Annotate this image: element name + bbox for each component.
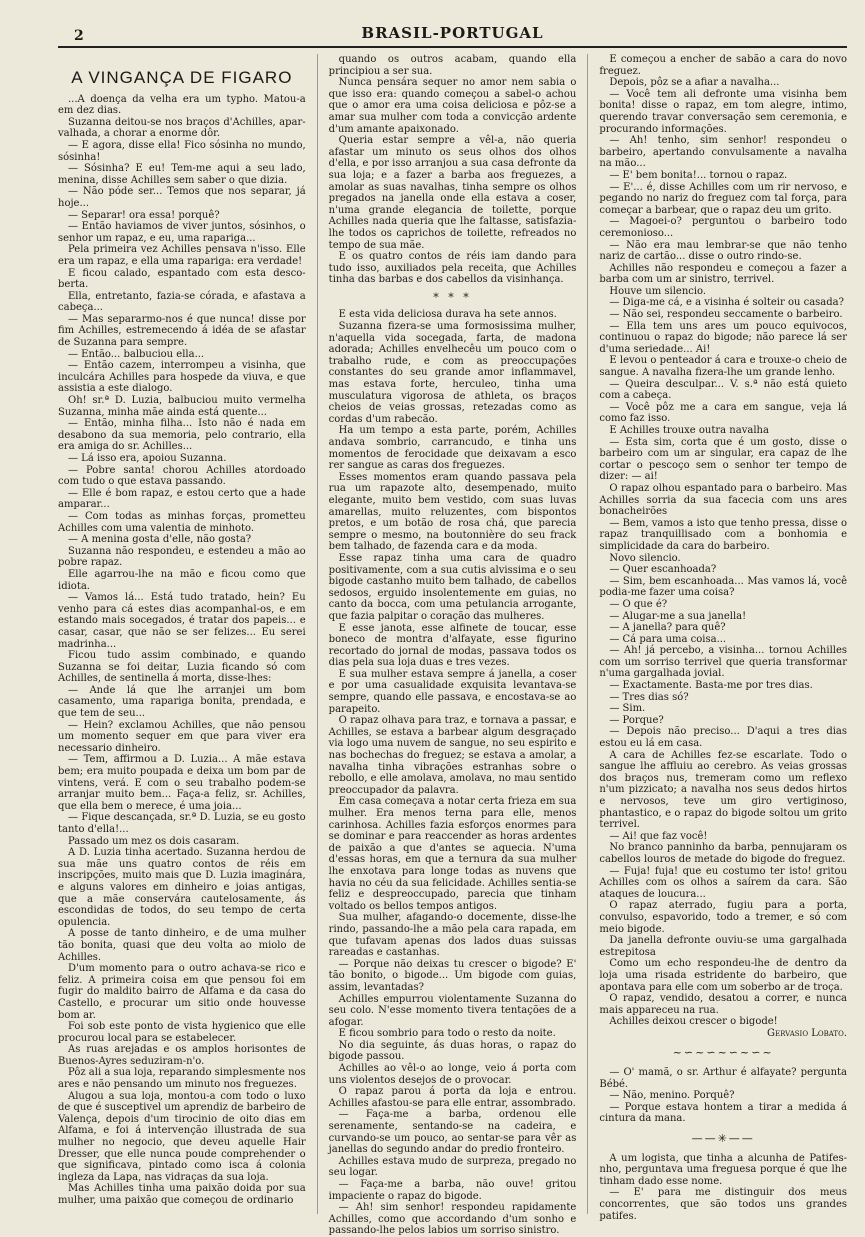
paragraph: Ficou tudo assim combinado, e quando Suzanna se foi deitar, Luzia ficando só com Achilles, de sentinella á morta, disse-lhes: (58, 650, 306, 685)
paragraph: E sua mulher estava sempre á janella, a coser e por uma casualidade exquisita levantava-se sempre, quando elle passava, e encostava-se ao parapeito. (328, 668, 577, 715)
paragraph: — Ande lá que lhe arranjei um bom casamento, uma rapariga bonita, prendada, e que tem de seu... (58, 684, 306, 720)
paragraph: O rapaz aterrado, fugiu para a porta, convulso, espavorido, todo a tremer, e só com meio bigode. (599, 900, 848, 935)
paragraph: E os quatro contos de réis iam dando para tudo isso, auxiliados pela receita, que Achilles tinha das barbas e dos cabellos da visinhança. (328, 251, 577, 286)
paragraph: — Ah! já percebo, a visinha... tornou Achilles com um sorriso terrivel que queria transformar n'uma gargalhada jovial. (599, 645, 848, 680)
paragraph: E levou o penteador á cara e trouxe-o cheio de sangue. A navalha fizera-lhe um grande lenho. (599, 355, 848, 379)
paragraph: — Você pôz me a cara em sangue, veja lá como faz isso. (599, 401, 848, 425)
paragraph: Sua mulher, afagando-o docemente, disse-lhe rindo, passando-lhe a mão pela cara rapada, em que tufavam apenas dos lados duas suissas rareadas e castanhas. (328, 912, 577, 959)
paragraph: E esta vida deliciosa durava ha sete annos. (338, 309, 557, 321)
paragraph: No branco panninho da barba, pennujaram os cabellos louros de metade do bigode do freguez. (599, 842, 848, 865)
paragraph: — Faça-me a barba, ordenou elle serenamente, sentando-se na cadeira, e curvando-se um pouco, ao sentar-se para vêr as janellas do segundo andar do predio fronteiro. (328, 1109, 577, 1156)
paragraph: — Ella tem uns ares um pouco equivocos, continuou o rapaz do bigode; não parece lá ser d'uma seriedade... Ai! (599, 320, 848, 355)
paragraph: Achilles não respondeu e começou a fazer a barba com um ar sinistro, terrivel. (599, 262, 848, 286)
paragraph: — Então... balbuciou ella... (68, 348, 205, 360)
paragraph: — Porque não deixas tu crescer o bigode? E' tão bonito, o bigode... Um bigode com guias, assim, levantadas? (328, 958, 577, 993)
paragraph: — Quer escanhoada? (609, 564, 717, 576)
paragraph: — Lá isso era, apoiou Suzanna. (68, 453, 227, 464)
paragraph: — Esta sim, corta que é um gosto, disse o barbeiro com um ar singular, era capaz de lhe cortar o pescoço sem o senhor ter tempo de dizer: — ai! (599, 436, 848, 483)
paragraph: Achilles ao vêl-o ao longe, veio á porta com uns violentos desejos de o provocar. (328, 1063, 577, 1086)
paragraph: D'um momento para o outro achava-se rico e feliz. A primeira coisa em que pensou foi em fugir do maldito bairro de Alfama e da casa do Castello, e procurar um sitio onde houvesse bom ar. (58, 963, 306, 1021)
paragraph: — Sim. (609, 703, 646, 715)
paragraph: — E' bem bonita!... tornou o rapaz. (609, 169, 788, 181)
paragraph: As ruas arejadas e os amplos horisontes de Buenos-Ayres seduziram-n'o. (58, 1044, 306, 1067)
paragraph: Esse rapaz tinha uma cara de quadro positivamente, com a sua cutis alvissima e o seu bigode castanho muito bem talhado, de cabellos sedosos, erguido insolentemente em guias, no canto da bocca, com uma petulancia arrogante, que fazia palpitar o coração das mulheres. (328, 552, 577, 622)
paragraph: — Pobre santa! chorou Achilles atordoado com tudo o que estava passando. (58, 464, 306, 488)
paragraph: Oh! sr.ª D. Luzia, balbuciou muito vermelha Suzanna, minha mãe ainda está quente... (58, 395, 306, 418)
paragraph: E começou a encher de sabão a cara do novo freguez. (599, 54, 848, 77)
paragraph: A posse de tanto dinheiro, e de uma mulher tão bonita, quasi que deu volta ao miolo de Achilles. (58, 928, 306, 963)
paragraph: Achilles estava mudo de surpreza, pregado no seu logar. (328, 1155, 577, 1179)
paragraph: — Porque estava hontem a tirar a medida á cintura da mana. (599, 1101, 848, 1125)
paragraph: — Então, minha filha... Isto não é nada em desabono da sua memoria, pelo contrario, ella era amiga do sr. Achilles... (58, 418, 306, 453)
paragraph: Depois, pôz se a afiar a navalha... (609, 77, 780, 89)
paragraph: — Magoei-o? perguntou o barbeiro todo ceremonioso... (599, 216, 848, 239)
column-divider (317, 54, 318, 1214)
paragraph: — Não, menino. Porquê? (609, 1090, 735, 1102)
masthead: BRASIL-PORTUGAL (361, 24, 544, 42)
ornament-divider: ~∽~∽~∽~∽~ (672, 1046, 774, 1060)
ornament-divider: ——✳—— (691, 1132, 755, 1146)
paragraph: A cara de Achilles fez-se escarlate. Todo o sangue lhe affluiu ao cerebro. As veias grossas dos braços nus, tremeram como um reflexo n'um pizzicato; a navalha nos seus dedos hirtos e nervosos, teve um giro vertiginoso, phantastico, e o rapaz do bigode soltou um grito terrivel. (599, 749, 848, 831)
paragraph: Da janella defronte ouviu-se uma gargalhada estrepitosa (599, 935, 848, 958)
paragraph: — Diga-me cá, e a visinha é solteir ou casada? (609, 297, 844, 309)
paragraph: — Então haviamos de viver juntos, sósinhos, o senhor um rapaz, e eu, uma rapariga... (58, 221, 306, 244)
paragraph: Ella, entretanto, fazia-se córada, e afastava a cabeça... (58, 290, 306, 314)
paragraph: Alugou a sua loja, montou-a com todo o luxo de que é susceptivel um aprendiz de barbeiro de Valença, depois d'um tirocinio de oito dias em Alfama, e foi á intervenção illustrada de sua mulher no negocio, que deveu aquelle Hair Dresser, que elle nunca poude comprehender o que significava, pintado como isca á colonia ingleza da Lapa, nas vidraças da sua loja. (58, 1090, 306, 1183)
paragraph: — Alugar-me a sua janella! (609, 610, 747, 622)
column-divider (587, 54, 588, 1214)
paragraph: — Tem, affirmou a D. Luzia... A mãe estava bem; era muito poupada e deixa um bom par de vintens, verá. E com o seu trabalho podem-se arranjar muito bem... Faça-a feliz, sr. Achilles, que ella bem o merece, é uma joia... (58, 754, 306, 812)
paragraph: — Ah! sim senhor! respondeu rapidamente Achilles, como que accordando d'um sonho e passando-lhe pelos labios um sorriso sinistro. (328, 1202, 577, 1237)
header-rule (58, 46, 847, 48)
paragraph: — Separar! ora essa! porquê? (68, 209, 220, 221)
paragraph: Nunca pensára sequer no amor nem sabia o que isso era: quando começou a sabel-o achou que o amor era uma coisa deliciosa e pôz-se a amar sua mulher com toda a convicção ardente d'um amante apaixonado. (328, 77, 577, 135)
paragraph: — Porque? (609, 714, 664, 726)
paragraph: — Fique descançada, sr.ª D. Luzia, se eu gosto tanto d'ella!... (58, 812, 306, 835)
paragraph: — Tres dias só? (609, 691, 689, 703)
paragraph: Pela primeira vez Achilles pensava n'isso. Elle era um rapaz, e ella uma rapariga: era verdade! (58, 244, 306, 267)
paragraph: — Cá para uma coisa... (609, 633, 727, 645)
section-separator: * * * (433, 290, 472, 304)
paragraph: Suzanna deitou-se nos braços d'Achilles, apar-valhada, a chorar a enorme dôr. (58, 116, 306, 140)
paragraph: Suzanna fizera-se uma formosissima mulher, n'aquella vida socegada, farta, de madona adorada; Achilles envelhecêu um pouco com o trabalho rude, e com as preoccupações constantes do seu grande amor inflammavel, mas estava forte, herculeo, tinha uma musculatura vigorosa de athleta, os braços cheios de veias grossas, retezadas como as cordas d'um rabecão. (328, 321, 577, 425)
paragraph: A D. Luzia tinha acertado. Suzanna herdou de sua mãe uns quatro contos de réis em inscripções, muito mais que D. Luzia imaginára, e alguns valores em dinheiro e joias antigas, que a mãe conservára cautelosamente, ás escondidas de todos, do seu tempo de certa opulencia. (58, 847, 306, 928)
paragraph: — Depois não preciso... D'aqui a tres dias estou eu lá em casa. (599, 726, 848, 750)
paragraph: — A janella? para quê? (609, 622, 726, 634)
paragraph: — Exactamente. Basta-me por tres dias. (609, 680, 813, 692)
column-3 (599, 54, 848, 1222)
paragraph: A um logista, que tinha a alcunha de Patifes-nho, perguntava uma freguesa porque é que lhe tinham dado esse nome. (599, 1152, 848, 1187)
paragraph: — Queira desculpar... V. s.ª não está quieto com a cabeça. (599, 378, 848, 402)
paragraph: — Ah! tenho, sim senhor! respondeu o barbeiro, apertando convulsamente a navalha na mão... (599, 135, 848, 170)
paragraph: Em casa começava a notar certa frieza em sua mulher. Era menos terna para elle, menos carinhosa. Achilles fazia esforços enormes para se dominar e para reaccender as horas ardentes de paixão a que d'antes se aquecia. N'uma d'essas horas, em que a ternura da sua mulher lhe enxotava para longe todas as nuvens que havia no céu da sua felicidade. Achilles sentia-se feliz e despreoccupado, parecia que tinham voltado os bellos tempos antigos. (328, 796, 577, 912)
paragraph: O rapaz olhou espantado para o barbeiro. Mas Achilles sorria da sua facecia com uns ares bonacheirões (599, 482, 848, 518)
paragraph: Passado um mez os dois casaram. (68, 835, 240, 847)
paragraph: Ha um tempo a esta parte, porém, Achilles andava sombrio, carrancudo, e tinha uns momentos de ferocidade que deixavam a esco rer sangue as caras dos freguezes. (328, 425, 577, 472)
column-1 (58, 54, 306, 1214)
paragraph: — Não era mau lembrar-se que não tenho nariz de cartão... disse o outro rindo-se. (599, 239, 848, 263)
page-number: 2 (74, 28, 84, 44)
paragraph: ...A doença da velha era um typho. Matou-a em dez dias. (58, 93, 306, 117)
paragraph: E Achilles trouxe outra navalha (609, 425, 769, 436)
paragraph: — O' mamã, o sr. Arthur é alfayate? pergunta Bébé. (599, 1067, 848, 1090)
paragraph: — Não póde ser... Temos que nos separar, já hoje... (58, 186, 306, 209)
paragraph: Achilles empurrou violentamente Suzanna do seu colo. N'esse momento tivera tentações de a afogar. (328, 993, 577, 1028)
paragraph: E ficou calado, espantado com esta desco-berta. (58, 267, 306, 291)
paragraph: — E agora, disse ella! Fico sósinha no mundo, sósinha! (58, 139, 306, 163)
paragraph: Foi sob este ponto de vista hygienico que elle procurou local para se estabelecer. (58, 1021, 306, 1044)
article-title: A VINGANÇA DE FIGARO (71, 68, 293, 87)
paragraph: — Com todas as minhas forças, prometteu Achilles com uma valentia de minhoto. (58, 510, 306, 534)
paragraph: Suzanna não respondeu, e estendeu a mão ao pobre rapaz. (58, 545, 306, 569)
paragraph: — Faça-me a barba, não ouve! gritou impaciente o rapaz do bigode. (328, 1179, 577, 1202)
column-2 (328, 54, 577, 1237)
page-header (58, 22, 847, 44)
paragraph: — Não sei, respondeu seccamente o barbeiro. (609, 309, 843, 321)
paragraph: Mas Achilles tinha uma paixão doida por sua mulher, uma paixão que começou de ordinario (58, 1183, 306, 1206)
paragraph: quando os outros acabam, quando ella principiou a ser sua. (328, 54, 577, 77)
paragraph: E esse janota, esse alfinete de toucar, esse boneco de montra d'alfayate, esse figurino recortado do jornal de modas, passava todos os dias pela sua loja duas e tres vezes. (328, 622, 577, 669)
paragraph: — E' para me distinguir dos meus concorrentes, que são todos uns grandes patifes. (599, 1187, 848, 1222)
paragraph: — Vamos lá... Está tudo tratado, hein? Eu venho para cá estes dias acompanhal-os, e em estando mais socegados, é tratar dos papeis... e casar, casar, que não se ser felizes... Eu serei madrinha... (58, 592, 306, 650)
paragraph: Pôz ali a sua loja, reparando simplesmente nos ares e não pensando um minuto nos freguezes. (58, 1067, 306, 1091)
paragraph: — Ai! que faz você! (609, 830, 708, 842)
paragraph: — Sim, bem escanhoada... Mas vamos lá, você podia-me fazer uma coisa? (599, 575, 848, 599)
paragraph: Houve um silencio. (609, 285, 707, 297)
paragraph: — Então cazem, interrompeu a visinha, que inculcára Achilles para hospede da viuva, e que assistia a este dialogo. (58, 360, 306, 395)
paragraph: O rapaz, vendido, desatou a correr, e nunca mais appareceu na rua. (599, 993, 848, 1016)
paragraph: Queria estar sempre a vêl-a, não queria afastar um minuto os seus olhos dos olhos d'ella, e por isso arranjou a sua casa defronte da sua loja; e a fazer a barba aos freguezes, a amolar as suas navalhas, tinha sempre os olhos pregados na janella onde ella estava a coser, n'uma grande elegancia de toilette, porque Achilles nada queria que lhe faltasse, satisfazia-lhe todos os caprichos de toilette, refreados no tempo de sua mãe. (328, 135, 577, 251)
paragraph: No dia seguinte, ás duas horas, o rapaz do bigode passou. (328, 1039, 577, 1063)
paragraph: — A menina gosta d'elle, não gosta? (68, 534, 252, 546)
paragraph: O rapaz parou á porta da loja e entrou. Achilles afastou-se para elle entrar, assombrado. (328, 1086, 577, 1109)
paragraph: Como um echo respondeu-lhe de dentro da loja uma risada estridente do barbeiro, que apontava para elle com um soberbo ar de troça. (599, 958, 848, 993)
paragraph: — O que é? (609, 598, 668, 610)
paragraph: — Fuja! fuja! que eu costumo ter isto! gritou Achilles com os olhos a saírem da cara. São ataques de loucura... (599, 865, 848, 900)
paragraph: Esses momentos eram quando passava pela rua um rapazote alto, desempenado, muito elegante, muito bem vestido, com suas luvas amarellas, muito reluzentes, com bispontos pretos, e um botão de rosa chá, que parecia sempre o mesmo, na boutonnière do seu frack bem talhado, de fazenda cara e da moda. (328, 471, 577, 553)
paragraph: Novo silencio. (609, 552, 681, 564)
paragraph: — E'... é, disse Achilles com um rir nervoso, e pegando no nariz do freguez com tal força, para começar a barbear, que o rapaz deu um grito. (599, 181, 848, 216)
paragraph: — Bem, vamos a isto que tenho pressa, disse o rapaz tranquillisado com a bonhomia e simplicidade da cara do barbeiro. (599, 517, 848, 552)
paragraph: Achilles deixou crescer o bigode! (609, 1016, 778, 1028)
paragraph: — Elle é bom rapaz, e estou certo que a hade amparar... (58, 487, 306, 511)
paragraph: — Você tem ali defronte uma visinha bem bonita! disse o rapaz, em tom alegre, intimo, querendo travar conversação sem ceremonia, e procurando informações. (599, 88, 848, 135)
paragraph: — Mas separarmo-nos é que nunca! disse por fim Achilles, estremecendo á idéa de se afastar de Suzanna para sempre. (58, 313, 306, 349)
paragraph: — Hein? exclamou Achilles, que não pensou um momento sequer em que para viver era necessario dinheiro. (58, 719, 306, 754)
author-signature: Gervasio Lobato. (767, 1027, 848, 1039)
paragraph: E ficou sombrio para todo o resto da noite. (338, 1028, 556, 1040)
paragraph: — Sósinha? E eu! Tem-me aqui a seu lado, menina, disse Achilles sem saber o que dizia. (58, 163, 306, 186)
paragraph: Elle agarrou-lhe na mão e ficou como que idiota. (58, 568, 306, 592)
paragraph: O rapaz olhava para traz, e tornava a passar, e Achilles, se estava a barbear algum desgraçado via logo uma nuvem de sangue, no seu espirito e nas bochechas do freguez; se estava a amolar, a navalha tinha vibrações estranhas sobre o rebollo, e elle amolava, amolava, no mau sentido preoccupador da palavra. (328, 715, 577, 796)
